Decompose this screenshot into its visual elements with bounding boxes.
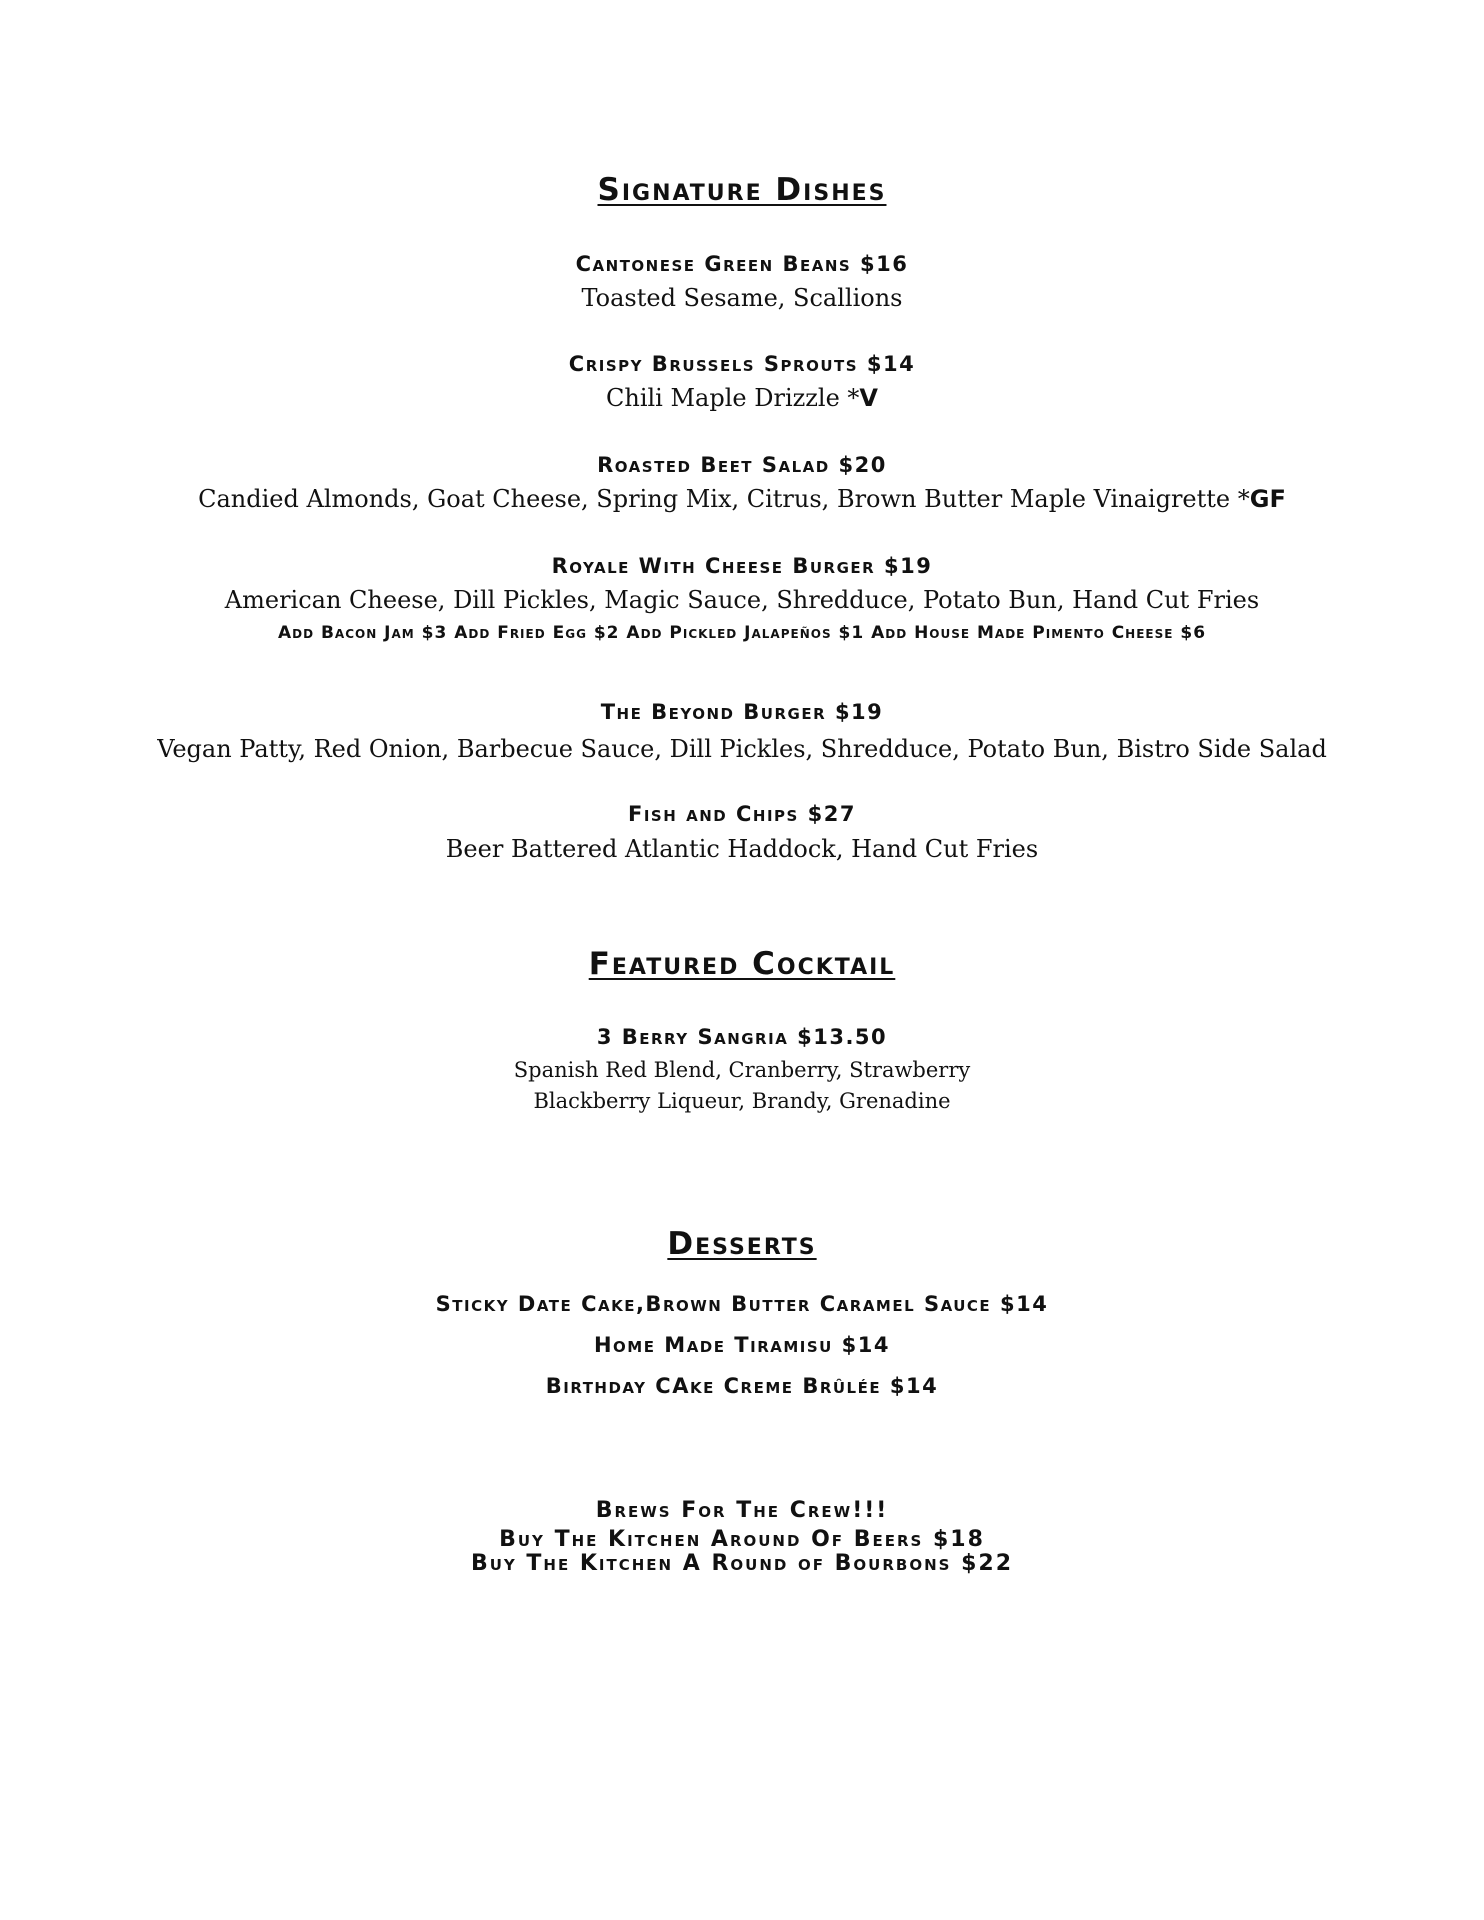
menu-item-description: Vegan Patty, Red Onion, Barbecue Sauce, Dill Pickles, Shredduce, Potato Bun, Bistro Side Salad — [157, 735, 1327, 763]
menu-item-description: Toasted Sesame, Scallions — [581, 284, 903, 312]
crew-title: Brews For The Crew!!! — [595, 1498, 889, 1523]
section-title-featured-cocktail: Featured Cocktail — [588, 946, 896, 982]
menu-item-name: Royale With Cheese Burger $19 — [551, 554, 933, 578]
cocktail-name: 3 Berry Sangria $13.50 — [596, 1025, 888, 1049]
section-title-signature-dishes: Signature Dishes — [597, 172, 887, 208]
menu-item-name: Cantonese Green Beans $16 — [575, 252, 909, 276]
dietary-tag: GF — [1249, 485, 1286, 513]
section-title-desserts: Desserts — [667, 1226, 817, 1262]
dessert-item: Birthday CAke Creme Brûlée $14 — [545, 1374, 939, 1398]
menu-item-description: Candied Almonds, Goat Cheese, Spring Mix, Citrus, Brown Butter Maple Vinaigrette *GF — [198, 485, 1286, 513]
menu-item-name: Fish and Chips $27 — [627, 802, 856, 826]
cocktail-description-line-2: Blackberry Liqueur, Brandy, Grenadine — [533, 1089, 951, 1113]
crew-offer-bourbons: Buy The Kitchen A Round of Bourbons $22 — [470, 1551, 1014, 1576]
dietary-tag: V — [859, 384, 878, 412]
menu-item-description: Beer Battered Atlantic Haddock, Hand Cut Fries — [445, 835, 1039, 863]
menu-item-name: The Beyond Burger $19 — [600, 700, 884, 724]
cocktail-description-line-1: Spanish Red Blend, Cranberry, Strawberry — [513, 1058, 971, 1082]
menu-item-addons: Add Bacon Jam $3 Add Fried Egg $2 Add Pickled Jalapeños $1 Add House Made Pimento Cheese $6 — [277, 623, 1207, 643]
dessert-item: Sticky Date Cake,Brown Butter Caramel Sauce $14 — [435, 1292, 1049, 1316]
menu-item-description: Chili Maple Drizzle *V — [606, 384, 878, 412]
menu-item-name: Roasted Beet Salad $20 — [597, 453, 887, 477]
menu-item-name: Crispy Brussels Sprouts $14 — [568, 352, 916, 376]
dessert-item: Home Made Tiramisu $14 — [593, 1333, 891, 1357]
menu-item-description: American Cheese, Dill Pickles, Magic Sauce, Shredduce, Potato Bun, Hand Cut Fries — [224, 586, 1260, 614]
crew-offer-beers: Buy The Kitchen Around Of Beers $18 — [499, 1527, 985, 1552]
